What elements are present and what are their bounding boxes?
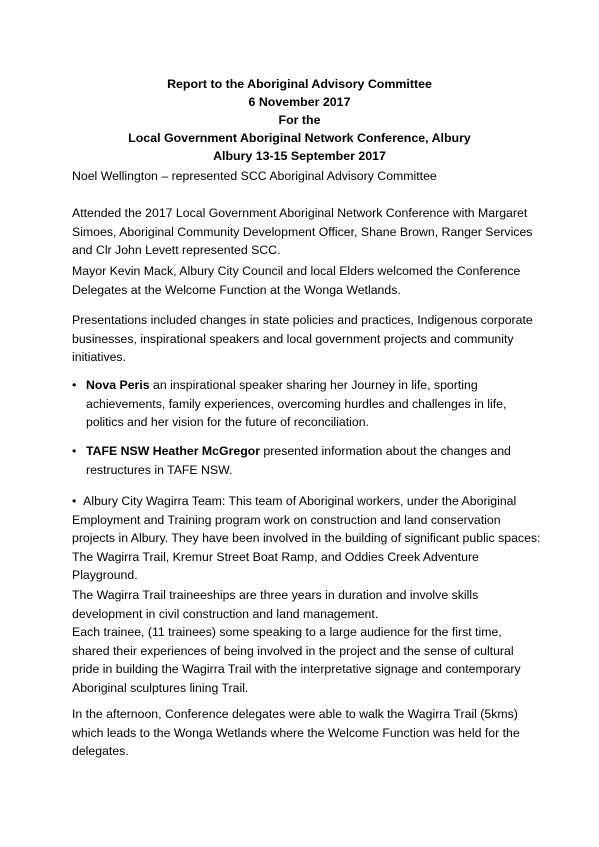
bullet-tafe: [72, 442, 542, 479]
report-title-block: [0, 75, 599, 165]
bullet-nova-peris-name: Nova Peris: [86, 378, 150, 392]
bullet-symbol: •: [72, 494, 77, 508]
paragraph-attendees: Attended the 2017 Local Government Aboriginal Network Conference with Margaret Simoes, Aboriginal Community Development Officer, Shane Brown, Ranger Services and Clr John Levett represented SCC.: [72, 206, 533, 257]
bullet-nova-peris: [72, 376, 542, 432]
conference-dates: Albury 13-15 September 2017: [213, 149, 386, 163]
paragraph-representative: Noel Wellington – represented SCC Aboriginal Advisory Committee: [72, 169, 437, 183]
bullet-tafe-text: presented information about the changes and restructures in TAFE NSW.: [86, 444, 511, 477]
bullet-symbol: •: [72, 378, 77, 392]
paragraph-presentations: Presentations included changes in state policies and practices, Indigenous corporate businesses, inspirational speakers and local government projects and community initiatives.: [72, 313, 533, 364]
paragraph-afternoon-walk: In the afternoon, Conference delegates were able to walk the Wagirra Trail (5kms) which leads to the Wonga Wetlands where the Welcome Function was held for the delegates.: [72, 707, 520, 758]
paragraph-welcome: Mayor Kevin Mack, Albury City Council and local Elders welcomed the Conference Delegates at the Welcome Function at the Wonga Wetlands.: [72, 264, 521, 297]
paragraph-traineeships: The Wagirra Trail traineeships are three years in duration and involve skills development in civil construction and land management.: [72, 588, 479, 621]
paragraph-trainees: Each trainee, (11 trainees) some speaking to a large audience for the first time, shared their experiences of being involved in the project and the sense of cultural pride in building the Wagirra Trail with the interpretative signage and contemporary Aboriginal sculptures lining Trail.: [72, 625, 521, 695]
report-title: Report to the Aboriginal Advisory Committee: [167, 77, 432, 91]
bullet-symbol: •: [72, 444, 77, 458]
report-date: 6 November 2017: [248, 95, 351, 109]
paragraph-wagirra-team: [72, 492, 542, 585]
report-for-label: For the: [278, 113, 321, 127]
bullet-tafe-name: TAFE NSW Heather McGregor: [86, 444, 260, 458]
paragraph-wagirra-team-text: Albury City Wagirra Team: This team of Aboriginal workers, under the Aboriginal Employment and Training program work on construction and land conservation projects in Albury. They have been involved in the building of significant public spaces: The Wagirra Trail, Kremur Street Boat Ramp, and Oddies Creek Adventure Playground.: [72, 494, 541, 582]
conference-name: Local Government Aboriginal Network Conference, Albury: [128, 131, 471, 145]
bullet-nova-peris-text: an inspirational speaker sharing her Journey in life, sporting achievements, family experiences, overcoming hurdles and challenges in life, politics and her vision for the future of reconciliation.: [86, 378, 507, 429]
